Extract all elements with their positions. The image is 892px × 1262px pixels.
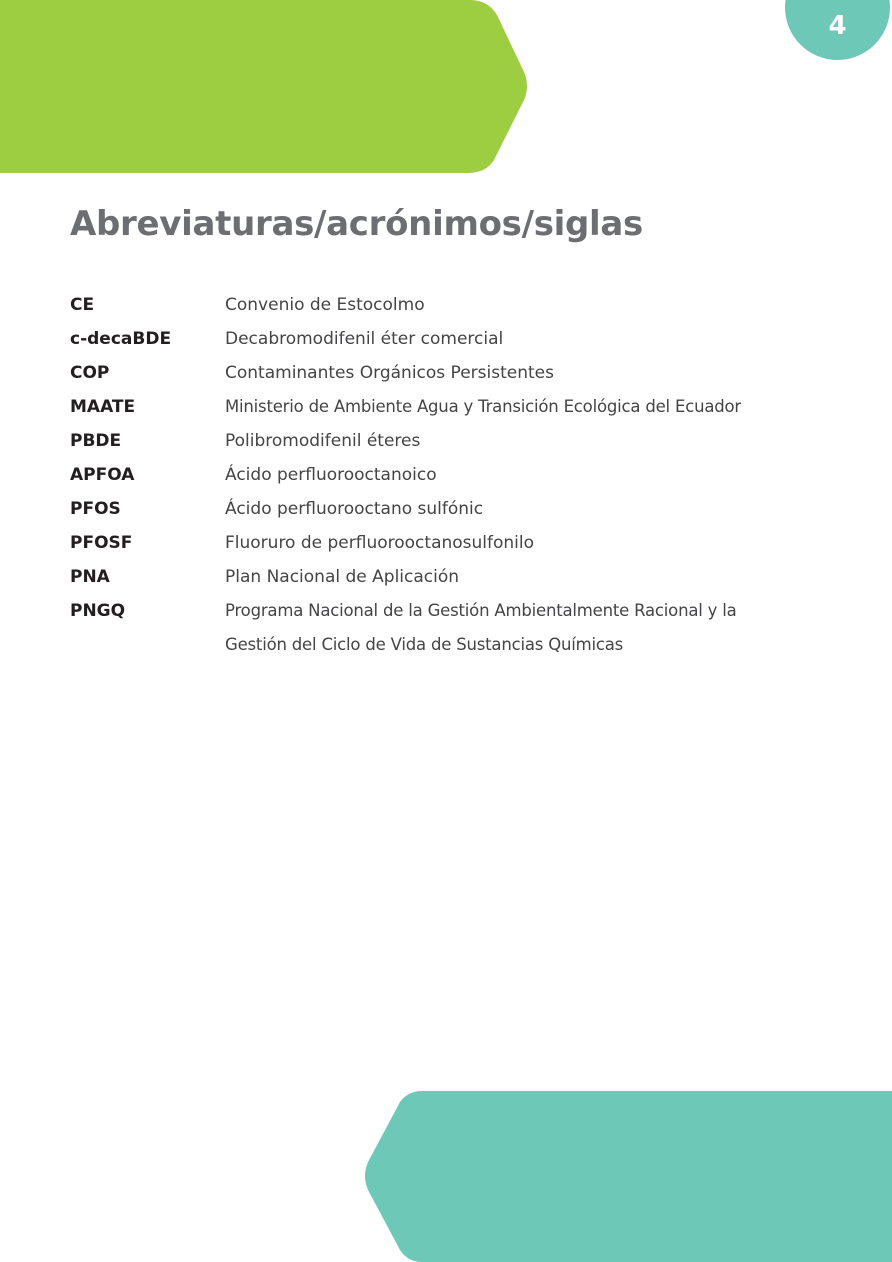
abbreviation-row	[70, 526, 830, 560]
top-green-banner	[0, 0, 540, 175]
abbreviation-row	[70, 390, 830, 424]
abbreviation-term: c-decaBDE	[70, 329, 172, 349]
abbreviation-row	[70, 458, 830, 492]
abbreviation-definition: Ácido perfluorooctano sulfónic	[225, 499, 484, 519]
abbreviation-definition: Ácido perfluorooctanoico	[225, 465, 437, 485]
abbreviation-definition: Convenio de Estocolmo	[225, 295, 425, 315]
abbreviation-row	[70, 492, 830, 526]
definition-line: Programa Nacional de la Gestión Ambientalmente Racional y la	[225, 601, 737, 620]
abbreviation-list	[70, 288, 830, 662]
abbreviation-term: PNGQ	[70, 601, 126, 621]
abbreviation-definition: Fluoruro de perfluorooctanosulfonilo	[225, 533, 535, 553]
abbreviation-term: PNA	[70, 567, 110, 587]
abbreviation-term: PFOSF	[70, 533, 133, 553]
abbreviation-definition: Plan Nacional de Aplicación	[225, 567, 460, 587]
abbreviation-definition	[225, 594, 737, 662]
abbreviation-term: PFOS	[70, 499, 121, 519]
bottom-teal-banner	[360, 1088, 892, 1262]
abbreviation-row	[70, 356, 830, 390]
abbreviation-row	[70, 594, 830, 662]
abbreviation-definition: Polibromodifenil éteres	[225, 431, 421, 451]
abbreviation-term: APFOA	[70, 465, 135, 485]
abbreviation-term: CE	[70, 295, 95, 315]
abbreviation-definition: Contaminantes Orgánicos Persistentes	[225, 363, 554, 383]
abbreviation-row	[70, 288, 830, 322]
abbreviation-row	[70, 560, 830, 594]
abbreviation-definition: Decabromodifenil éter comercial	[225, 329, 504, 349]
abbreviation-term: PBDE	[70, 431, 122, 451]
abbreviation-term: MAATE	[70, 397, 136, 417]
page-number: 4	[828, 11, 847, 41]
abbreviation-definition: Ministerio de Ambiente Agua y Transición Ecológica del Ecuador	[225, 397, 742, 416]
page-number-badge	[785, 0, 890, 60]
abbreviation-row	[70, 424, 830, 458]
abbreviation-row	[70, 322, 830, 356]
definition-line: Gestión del Ciclo de Vida de Sustancias Químicas	[225, 635, 624, 654]
page-title: Abreviaturas/acrónimos/siglas	[70, 204, 643, 244]
abbreviation-term: COP	[70, 363, 110, 383]
